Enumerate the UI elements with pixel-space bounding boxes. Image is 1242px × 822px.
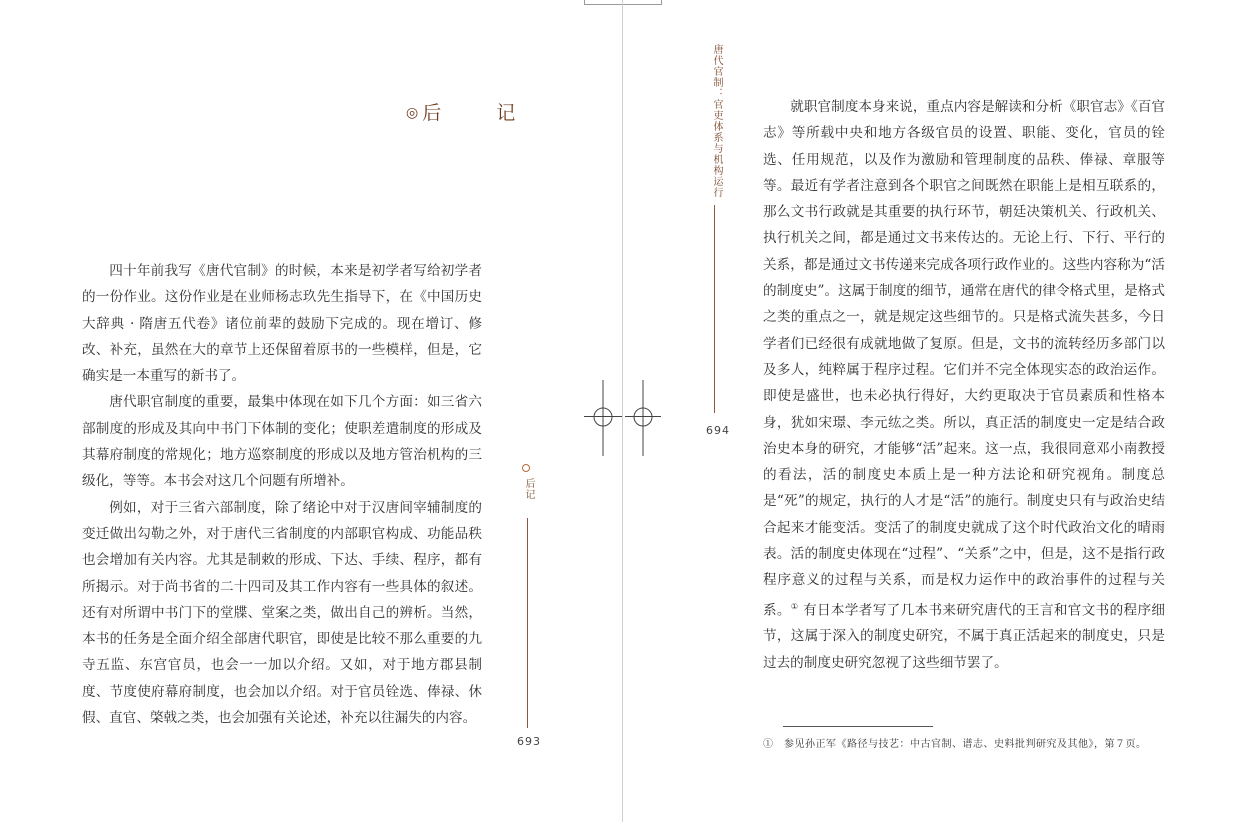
paragraph: 四十年前我写《唐代官制》的时候，本来是初学者写给初学者的一份作业。这份作业是在业师杨志玖先生指导下，在《中国历史大辞典 · 隋唐五代卷》诸位前辈的鼓励下完成的。现在增订、修改、补充，虽然在大的章节上还保留着原书的一些模样，但是，它确实是一本重写的新书了。: [82, 263, 482, 385]
title-rule: [714, 205, 715, 413]
chapter-heading: [406, 98, 533, 125]
section-rule: [527, 518, 528, 728]
footnote-ref[interactable]: ①: [790, 601, 799, 611]
book-spine-line: [622, 0, 623, 822]
page-number-left: 693: [517, 735, 541, 748]
section-ring-icon: [522, 464, 530, 472]
paragraph-text: 就职官制度本身来说，重点内容是解读和分析《职官志》《百官志》等所载中央和地方各级官员的设置、职能、变化，官员的铨选、任用规范，以及作为激励和管理制度的品秩、俸禄、章服等等。最近有学者注意到各个职官之间既然在职能上是相互联系的，那么文书行政就是其重要的执行环节，朝廷决策机关、行政机关、执行机关之间，都是通过文书来传达的。无论上行、下行、平行的关系，都是通过文书传递来完成各项行政作业的。这些内容称为“活的制度史”。这属于制度的细节，通常在唐代的律令格式里，是格式之类的重点之一，就是规定这些细节的。只是格式流失甚多，今日学者们已经很有成就地做了复原。但是，文书的流转经历多部门以及多人，纯粹属于程序过程。它们并不完全体现实态的政治运作。即使是盛世，也未必执行得好，大约更取决于官员素质和性格本身，犹如宋璟、李元纮之类。所以，真正活的制度史一定是结合政治史本身的研究，才能够“活”起来。这一点，我很同意邓小南教授的看法，活的制度史本质上是一种方法论和研究视角。制度总是“死”的规定，执行的人才是“活”的施行。制度史只有与政治史结合起来才能变活。变活了的制度史就成了这个时代政治文化的晴雨表。活的制度史体现在“过程”、“关系”之中，但是，这不是指行政程序意义的过程与关系，而是权力运作中的政治事件的过程与关系。: [763, 99, 1165, 619]
running-book-title: 唐代官制：官吏体系与机构运行: [711, 44, 722, 198]
paragraph: [763, 94, 1165, 676]
footnote: ① 参见孙正军《路径与技艺：中古官制、谱志、史料批判研究及其他》，第７页。: [763, 739, 1147, 750]
heading-ring-icon: ◎: [406, 105, 423, 121]
right-body-text: [763, 94, 1165, 676]
left-body-text: [82, 258, 482, 731]
paragraph: 唐代职官制度的重要，最集中体现在如下几个方面：如三省六部制度的形成及其向中书门下体制的变化；使职差遣制度的形成及其幕府制度的常规化；地方巡察制度的形成以及地方管治机构的三级化，等等。本书会对这几个问题有所增补。: [82, 394, 482, 490]
page-number-right: 694: [706, 424, 730, 437]
registration-line: [584, 416, 622, 417]
paragraph-text: 有日本学者写了几本书来研究唐代的王言和官文书的程序细节，这属于深入的制度史研究，不属于真正活起来的制度史，只是过去的制度史研究忽视了这些细节罢了。: [763, 602, 1166, 671]
footnote-rule: [783, 726, 933, 727]
running-section-label: 后记: [523, 478, 534, 500]
heading-text: 后 记: [422, 102, 534, 124]
paragraph: 例如，对于三省六部制度，除了绪论中对于汉唐间宰辅制度的变迁做出勾勒之外，对于唐代三省制度的内部职官构成、功能品秩也会增加有关内容。尤其是制敕的形成、下达、手续、程序，都有所揭示。对于尚书省的二十四司及其工作内容有一些具体的叙述。还有对所谓中书门下的堂牒、堂案之类，做出自己的辨析。当然，本书的任务是全面介绍全部唐代职官，即使是比较不那么重要的九寺五监、东宫官员，也会一一加以介绍。又如，对于地方郡县制度、节度使府幕府制度，也会加以介绍。对于官员铨选、俸禄、休假、直官、棨戟之类，也会加强有关论述，补充以往漏失的内容。: [82, 499, 482, 727]
registration-mark-icon: [592, 380, 614, 456]
